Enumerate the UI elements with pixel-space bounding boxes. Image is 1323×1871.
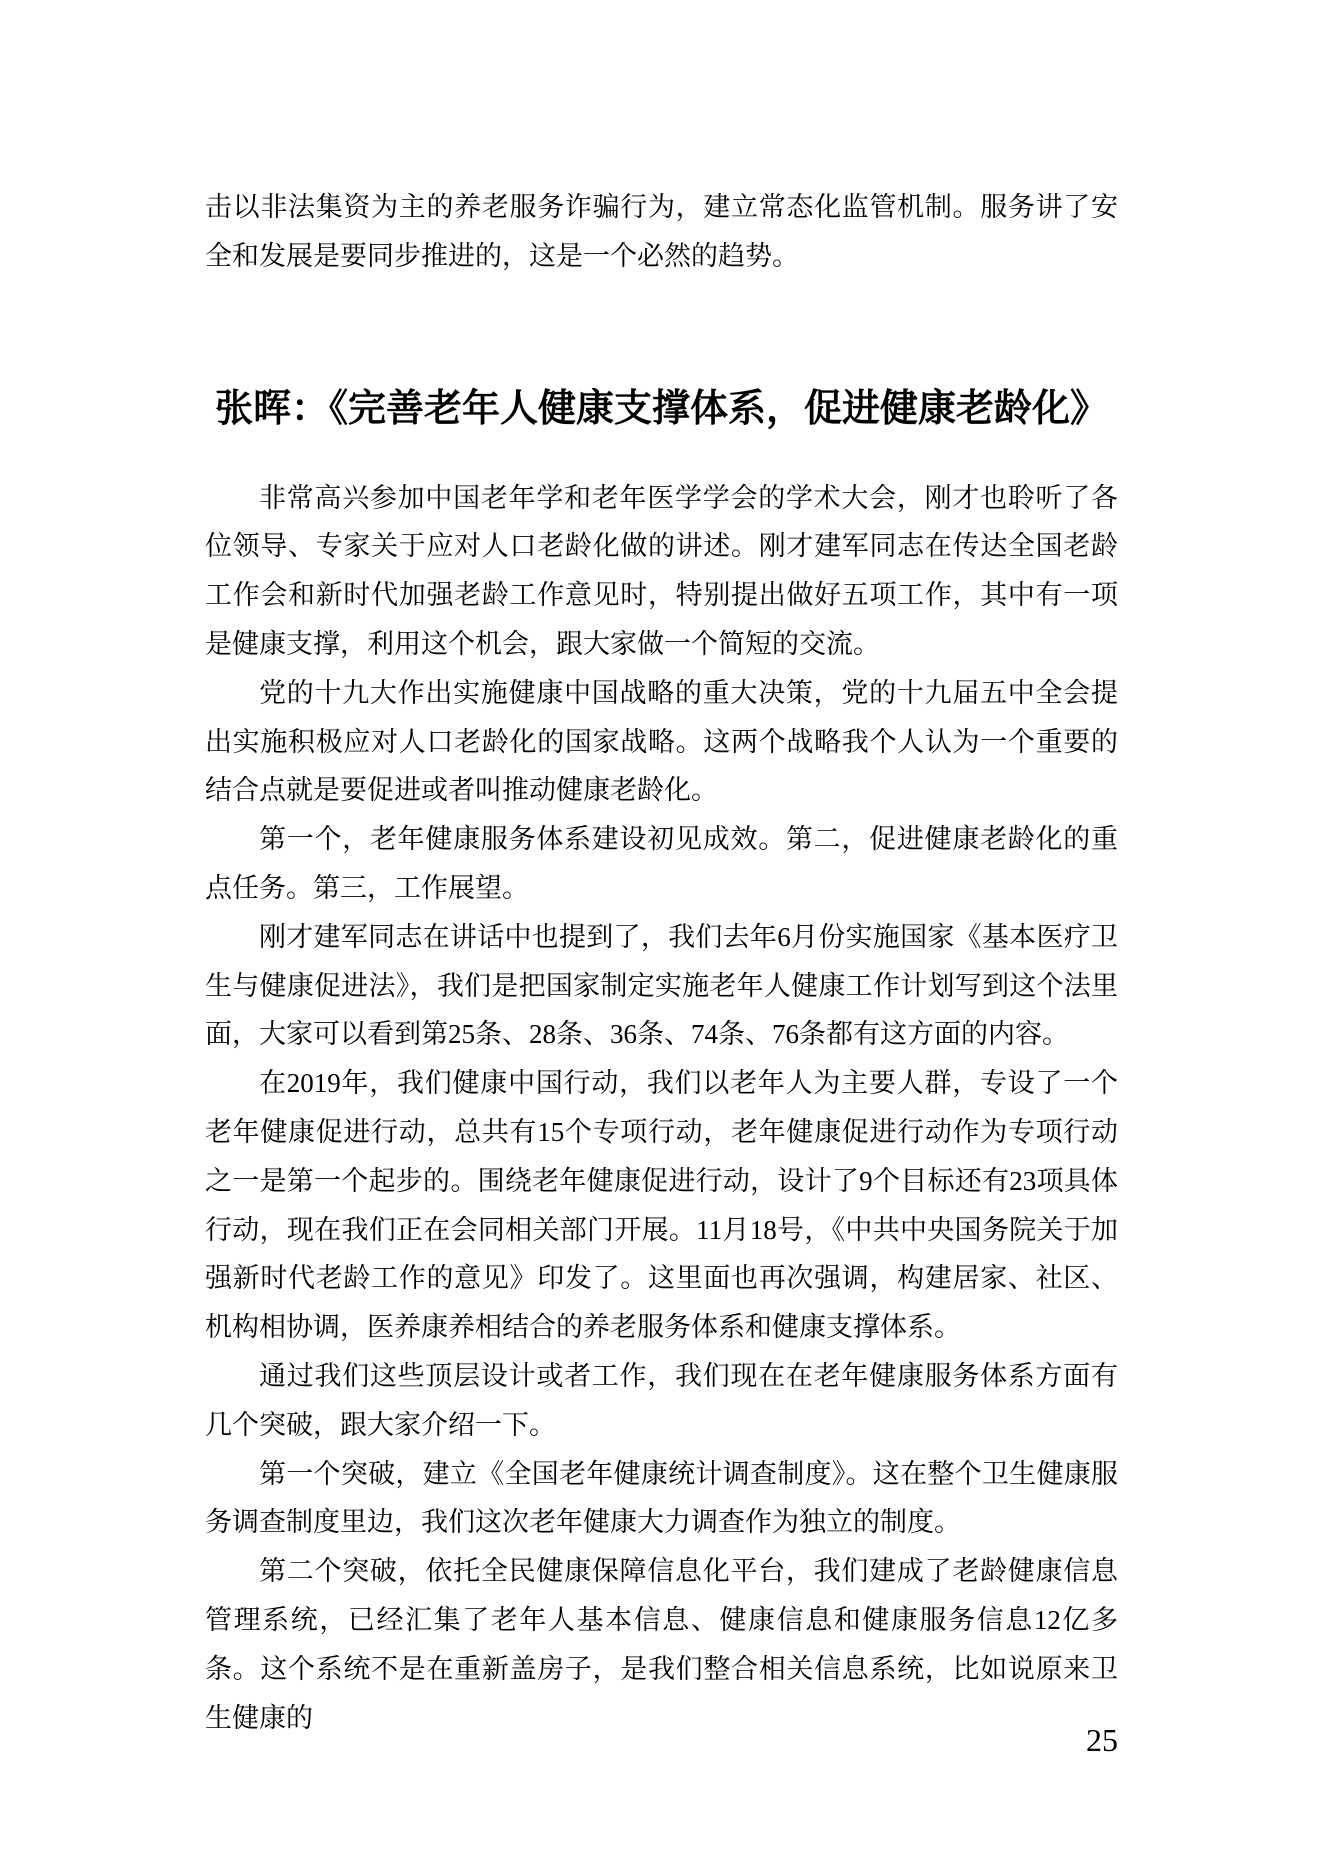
paragraph-7: 第一个突破，建立《全国老年健康统计调查制度》。这在整个卫生健康服务调查制度里边，我们这次老年健康大力调查作为独立的制度。 (205, 1458, 1118, 1538)
paragraph-4: 刚才建军同志在讲话中也提到了，我们去年6月份实施国家《基本医疗卫生与健康促进法》，我们是把国家制定实施老年人健康工作计划写到这个法里面，大家可以看到第25条、28条、36条、74条、76条都有这方面的内容。 (205, 921, 1118, 1050)
paragraph-1: 非常高兴参加中国老年学和老年医学学会的学术大会，刚才也聆听了各位领导、专家关于应对人口老龄化做的讲述。刚才建军同志在传达全国老龄工作会和新时代加强老龄工作意见时，特别提出做好五项工作，其中有一项是健康支撑，利用这个机会，跟大家做一个简短的交流。 (205, 482, 1118, 659)
paragraph-5: 在2019年，我们健康中国行动，我们以老年人为主要人群，专设了一个老年健康促进行动，总共有15个专项行动，老年健康促进行动作为专项行动之一是第一个起步的。围绕老年健康促进行动，设计了9个目标还有23项具体行动，现在我们正在会同相关部门开展。11月18号，《中共中央国务院关于加强新时代老龄工作的意见》印发了。这里面也再次强调，构建居家、社区、机构相协调，医养康养相结合的养老服务体系和健康支撑体系。 (205, 1068, 1118, 1343)
paragraph-6: 通过我们这些顶层设计或者工作，我们现在在老年健康服务体系方面有几个突破，跟大家介绍一下。 (205, 1360, 1118, 1440)
paragraph-8: 第二个突破，依托全民健康保障信息化平台，我们建成了老龄健康信息管理系统，已经汇集了老年人基本信息、健康信息和健康服务信息12亿多条。这个系统不是在重新盖房子，是我们整合相关信息系统，比如说原来卫生健康的 (205, 1556, 1118, 1733)
page-number: 25 (1086, 1722, 1118, 1758)
paragraph-2: 党的十九大作出实施健康中国战略的重大决策，党的十九届五中全会提出实施积极应对人口老龄化的国家战略。这两个战略我个人认为一个重要的结合点就是要促进或者叫推动健康老龄化。 (205, 677, 1118, 806)
page-title: 张晖：《完善老年人健康支撑体系，促进健康老龄化》 (214, 387, 1108, 430)
paragraph-3: 第一个，老年健康服务体系建设初见成效。第二，促进健康老龄化的重点任务。第三，工作展望。 (205, 824, 1118, 903)
paragraph-continuation: 击以非法集资为主的养老服务诈骗行为，建立常态化监管机制。服务讲了安全和发展是要同步推进的，这是一个必然的趋势。 (205, 192, 1118, 271)
